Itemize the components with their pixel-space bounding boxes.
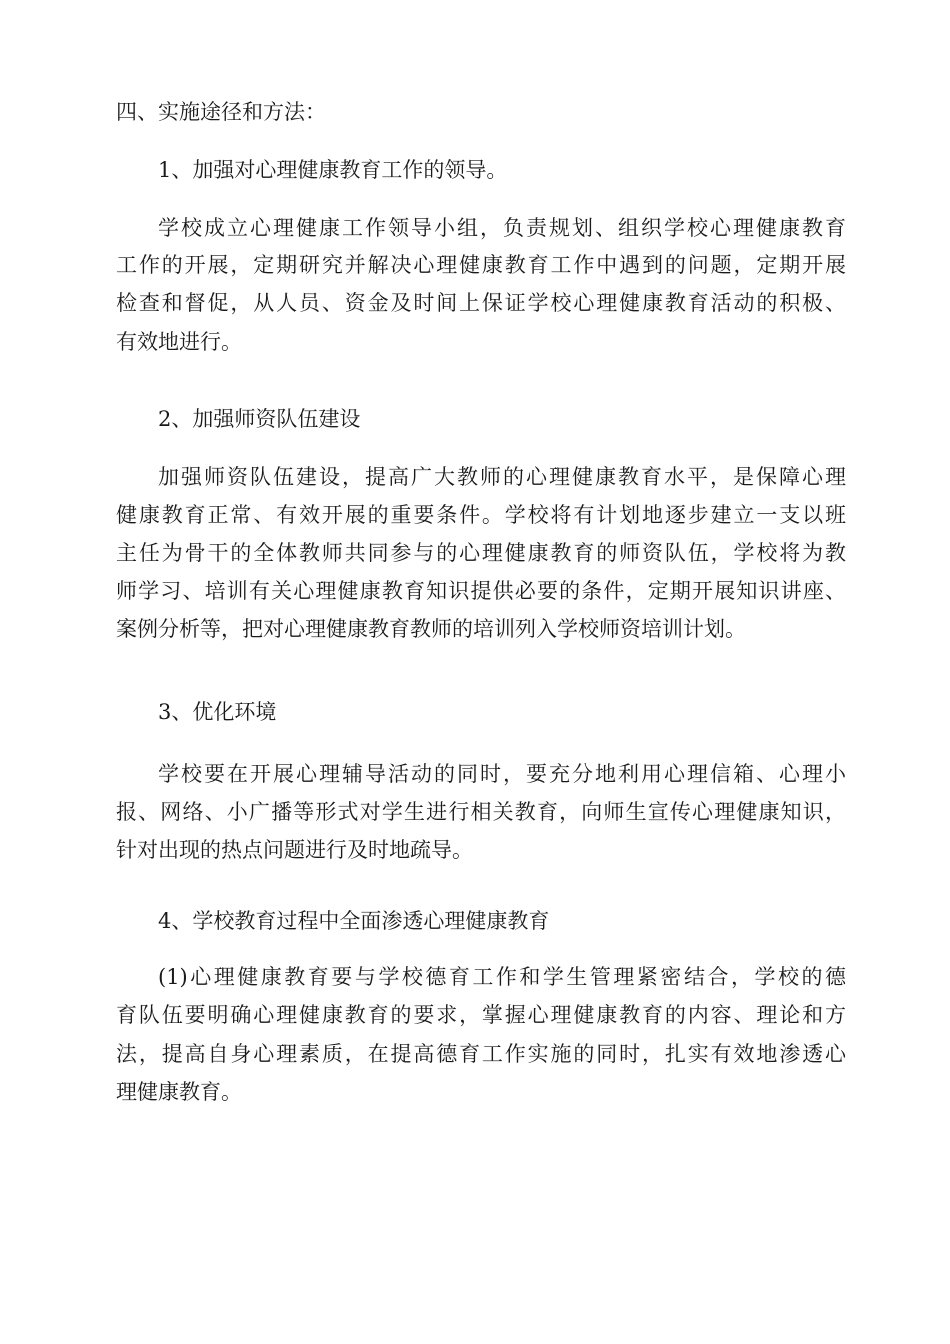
paragraph-line: 理健康教育。 xyxy=(116,1080,242,1104)
paragraph-line: 针对出现的热点问题进行及时地疏导。 xyxy=(116,838,473,862)
item-heading-1: 1、加强对心理健康教育工作的领导。 xyxy=(158,158,508,182)
paragraph-line: 学校要在开展心理辅导活动的同时，要充分地利用心理信箱、心理小 xyxy=(158,762,846,786)
paragraph-line: 有效地进行。 xyxy=(116,330,242,354)
paragraph-line: 健康教育正常、有效开展的重要条件。学校将有计划地逐步建立一支以班 xyxy=(116,503,846,527)
paragraph-line: 学校成立心理健康工作领导小组，负责规划、组织学校心理健康教育 xyxy=(158,216,846,240)
paragraph-line: 师学习、培训有关心理健康教育知识提供必要的条件，定期开展知识讲座、 xyxy=(116,579,846,603)
paragraph-line: 报、网络、小广播等形式对学生进行相关教育，向师生宣传心理健康知识， xyxy=(116,800,846,824)
item-heading-3: 3、优化环境 xyxy=(158,700,277,724)
paragraph-line: 检查和督促，从人员、资金及时间上保证学校心理健康教育活动的积极、 xyxy=(116,291,846,315)
item-heading-2: 2、加强师资队伍建设 xyxy=(158,407,361,431)
paragraph-line: 育队伍要明确心理健康教育的要求，掌握心理健康教育的内容、理论和方 xyxy=(116,1003,846,1027)
paragraph-line: (1)心理健康教育要与学校德育工作和学生管理紧密结合，学校的德 xyxy=(158,965,846,989)
section-title: 四、实施途径和方法： xyxy=(116,100,326,124)
item-heading-4: 4、学校教育过程中全面渗透心理健康教育 xyxy=(158,909,550,933)
paragraph-line: 加强师资队伍建设，提高广大教师的心理健康教育水平，是保障心理 xyxy=(158,465,846,489)
paragraph-line: 法，提高自身心理素质，在提高德育工作实施的同时，扎实有效地渗透心 xyxy=(116,1042,846,1066)
paragraph-line: 主任为骨干的全体教师共同参与的心理健康教育的师资队伍，学校将为教 xyxy=(116,541,846,565)
paragraph-line: 案例分析等，把对心理健康教育教师的培训列入学校师资培训计划。 xyxy=(116,617,746,641)
paragraph-line: 工作的开展，定期研究并解决心理健康教育工作中遇到的问题，定期开展 xyxy=(116,253,846,277)
